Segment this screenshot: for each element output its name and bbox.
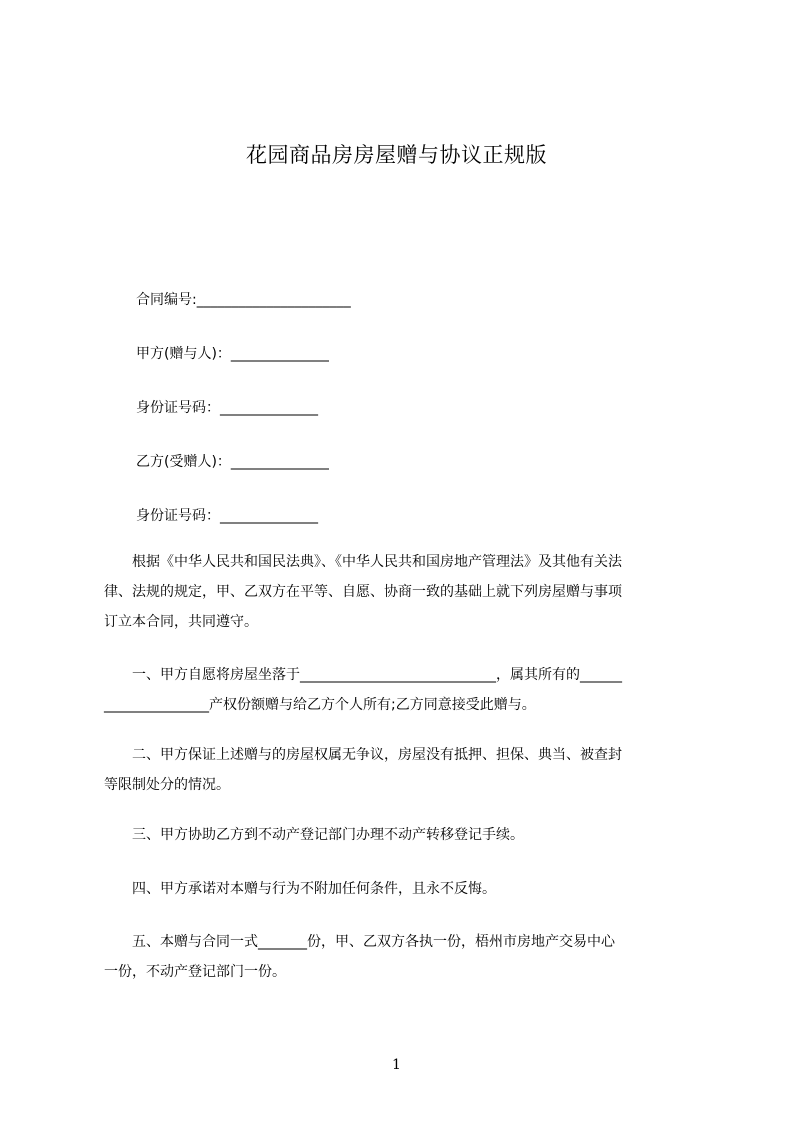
party-b-field: 乙方(受赠人)：______________ xyxy=(136,454,329,470)
paragraph-line: 三、甲方协助乙方到不动产登记部门办理不动产转移登记手续。 xyxy=(104,827,524,843)
paragraph-line: 律、法规的规定，甲、乙双方在平等、自愿、协商一致的基础上就下列房屋赠与事项 xyxy=(104,584,622,600)
clause-two-paragraph xyxy=(104,740,704,800)
party-a-id-field: 身份证号码：______________ xyxy=(136,400,318,416)
page-number: 1 xyxy=(392,1057,401,1073)
paragraph-line: 等限制处分的情况。 xyxy=(104,777,230,793)
party-a-field: 甲方(赠与人)：______________ xyxy=(136,346,329,362)
paragraph-line: 四、甲方承诺对本赠与行为不附加任何条件，且永不反悔。 xyxy=(104,881,496,897)
clause-four-paragraph xyxy=(104,874,704,904)
clause-five-paragraph xyxy=(104,927,704,987)
paragraph-line: 一、甲方自愿将房屋坐落于____________________________，属其所有的______ xyxy=(104,667,622,683)
intro-paragraph xyxy=(104,547,704,637)
document-title: 花园商品房房屋赠与协议正规版 xyxy=(246,143,547,167)
clause-three-paragraph xyxy=(104,820,704,850)
paragraph-line: _______________产权份额赠与给乙方个人所有;乙方同意接受此赠与。 xyxy=(104,697,536,713)
paragraph-line: 一份，不动产登记部门一份。 xyxy=(104,964,286,980)
contract-number-field: 合同编号:______________________ xyxy=(136,292,351,308)
paragraph-line: 订立本合同，共同遵守。 xyxy=(104,614,258,630)
paragraph-line: 二、甲方保证上述赠与的房屋权属无争议，房屋没有抵押、担保、典当、被查封 xyxy=(104,747,622,763)
clause-one-paragraph xyxy=(104,660,704,720)
paragraph-line: 根据《中华人民共和国民法典》、《中华人民共和国房地产管理法》及其他有关法 xyxy=(104,554,622,570)
paragraph-line: 五、本赠与合同一式_______份，甲、乙双方各执一份，梧州市房地产交易中心 xyxy=(104,934,615,950)
party-b-id-field: 身份证号码：______________ xyxy=(136,508,318,524)
